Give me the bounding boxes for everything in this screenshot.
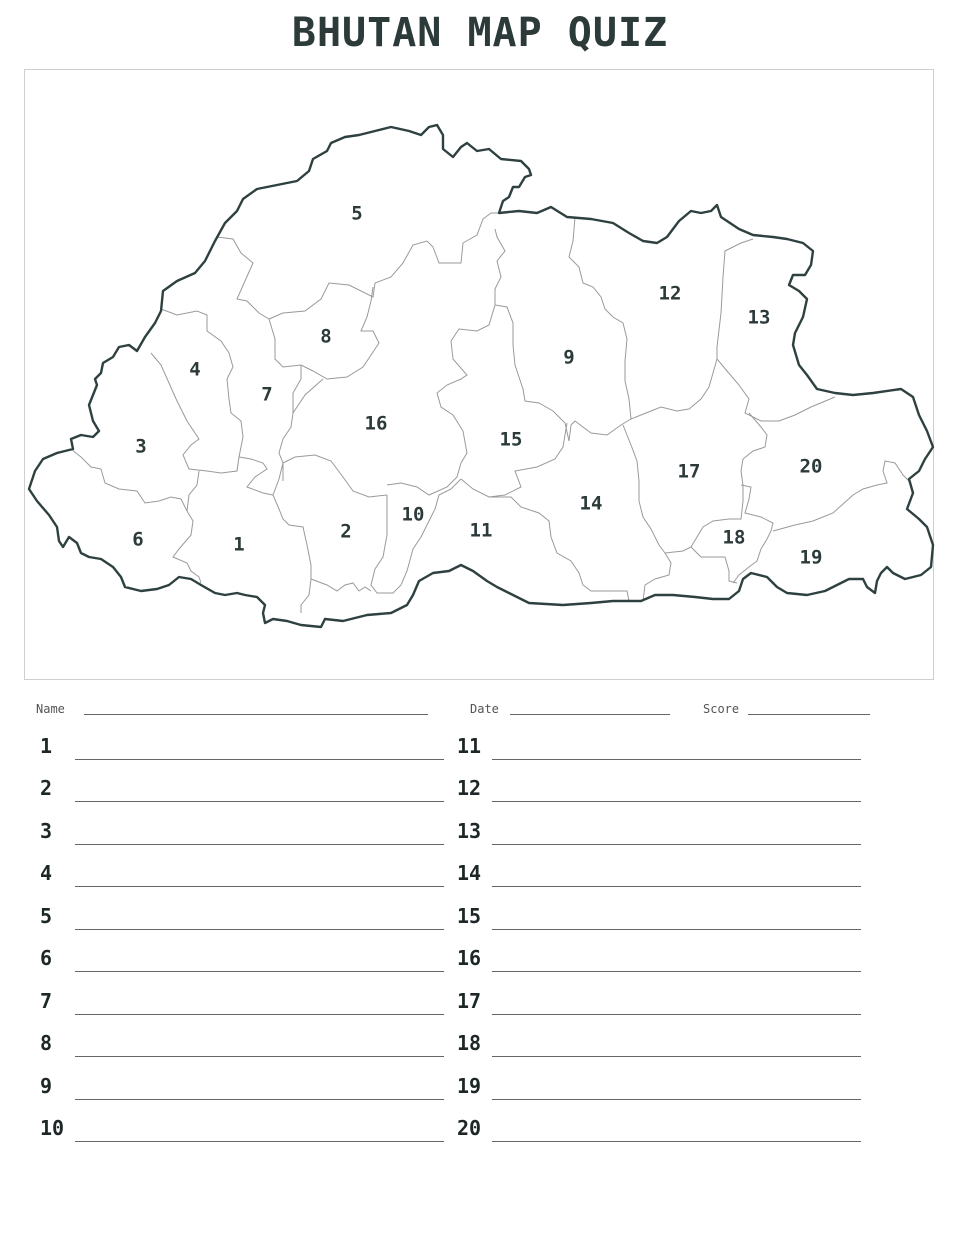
answer-number: 1 [40, 734, 53, 758]
district-label-1: 1 [233, 533, 245, 556]
boundary-line [387, 229, 505, 495]
score-label: Score [703, 702, 740, 716]
district-label-12: 12 [658, 282, 682, 305]
answer-row [40, 776, 444, 806]
answer-row [457, 904, 861, 934]
answer-number: 4 [40, 861, 53, 885]
district-label-17: 17 [677, 460, 701, 483]
answer-row [40, 904, 444, 934]
name-field[interactable] [84, 714, 428, 715]
boundary-line [371, 287, 373, 301]
answer-field[interactable] [492, 759, 861, 760]
answer-field[interactable] [75, 1056, 444, 1057]
answer-row [40, 861, 444, 891]
district-label-9: 9 [563, 346, 575, 369]
answer-number: 14 [457, 861, 482, 885]
answer-field[interactable] [75, 1141, 444, 1142]
answer-number: 3 [40, 819, 53, 843]
answer-row [457, 861, 861, 891]
boundary-line [239, 457, 283, 495]
date-label: Date [470, 702, 499, 716]
answer-number: 11 [457, 734, 482, 758]
score-field[interactable] [748, 714, 870, 715]
answer-field[interactable] [492, 1141, 861, 1142]
answer-field[interactable] [492, 1056, 861, 1057]
answer-field[interactable] [492, 1099, 861, 1100]
answer-number: 9 [40, 1074, 53, 1098]
answer-row [40, 734, 444, 764]
boundary-line [279, 365, 301, 481]
district-label-11: 11 [469, 519, 493, 542]
district-boundaries [71, 213, 909, 613]
answer-field[interactable] [75, 1099, 444, 1100]
district-label-15: 15 [499, 428, 523, 451]
answer-row [457, 946, 861, 976]
answer-number: 8 [40, 1031, 53, 1055]
boundary-line [691, 547, 737, 583]
answer-number: 5 [40, 904, 53, 928]
district-label-16: 16 [364, 412, 388, 435]
answer-field[interactable] [75, 844, 444, 845]
answer-number: 16 [457, 946, 482, 970]
answer-row [457, 819, 861, 849]
boundary-line [269, 213, 499, 319]
answer-row [457, 734, 861, 764]
district-label-19: 19 [799, 546, 823, 569]
answer-row [40, 946, 444, 976]
answer-field[interactable] [492, 1014, 861, 1015]
boundary-line [217, 237, 269, 319]
boundary-line [151, 309, 243, 473]
answer-number: 20 [457, 1116, 482, 1140]
answer-field[interactable] [75, 929, 444, 930]
district-label-6: 6 [132, 528, 144, 551]
district-label-8: 8 [320, 325, 332, 348]
answer-field[interactable] [75, 801, 444, 802]
name-label: Name [36, 702, 65, 716]
boundary-line [569, 217, 717, 419]
answer-row [457, 1031, 861, 1061]
answer-field[interactable] [492, 886, 861, 887]
district-label-3: 3 [135, 435, 147, 458]
answer-field[interactable] [492, 929, 861, 930]
boundary-line [371, 479, 461, 593]
boundary-line [489, 497, 629, 601]
answer-number: 13 [457, 819, 482, 843]
boundary-line [717, 239, 835, 421]
boundary-line [773, 461, 909, 531]
answer-row [40, 989, 444, 1019]
answer-row [40, 1074, 444, 1104]
answer-number: 18 [457, 1031, 482, 1055]
answer-number: 2 [40, 776, 53, 800]
district-label-5: 5 [351, 202, 363, 225]
district-label-14: 14 [579, 492, 603, 515]
answer-number: 10 [40, 1116, 65, 1140]
answer-number: 12 [457, 776, 482, 800]
district-label-20: 20 [799, 455, 823, 478]
boundary-line [71, 449, 187, 511]
map-frame [24, 69, 934, 680]
boundary-line [273, 495, 311, 613]
boundary-line [173, 471, 201, 583]
district-label-7: 7 [261, 383, 273, 406]
answer-row [457, 776, 861, 806]
answer-number: 17 [457, 989, 482, 1013]
district-labels [132, 203, 822, 569]
answer-number: 15 [457, 904, 482, 928]
answer-row [40, 1031, 444, 1061]
answer-row [457, 989, 861, 1019]
district-label-4: 4 [189, 358, 201, 381]
boundary-line [283, 455, 387, 497]
answer-field[interactable] [75, 886, 444, 887]
answer-field[interactable] [492, 971, 861, 972]
district-label-2: 2 [340, 520, 352, 543]
answer-field[interactable] [492, 844, 861, 845]
answer-row [40, 1116, 444, 1146]
answer-field[interactable] [75, 971, 444, 972]
district-label-18: 18 [722, 526, 746, 549]
page-title: BHUTAN MAP QUIZ [291, 10, 669, 56]
answer-number: 6 [40, 946, 53, 970]
boundary-line [311, 579, 371, 591]
country-outline [29, 125, 933, 627]
answer-number: 19 [457, 1074, 482, 1098]
answer-row [40, 819, 444, 849]
boundary-line [293, 379, 323, 413]
date-field[interactable] [510, 714, 670, 715]
district-label-13: 13 [747, 306, 771, 329]
answer-field[interactable] [75, 1014, 444, 1015]
answer-field[interactable] [75, 759, 444, 760]
answer-field[interactable] [492, 801, 861, 802]
district-label-10: 10 [401, 503, 425, 526]
answer-number: 7 [40, 989, 53, 1013]
answer-row [457, 1116, 861, 1146]
boundary-line [495, 305, 631, 441]
answer-row [457, 1074, 861, 1104]
